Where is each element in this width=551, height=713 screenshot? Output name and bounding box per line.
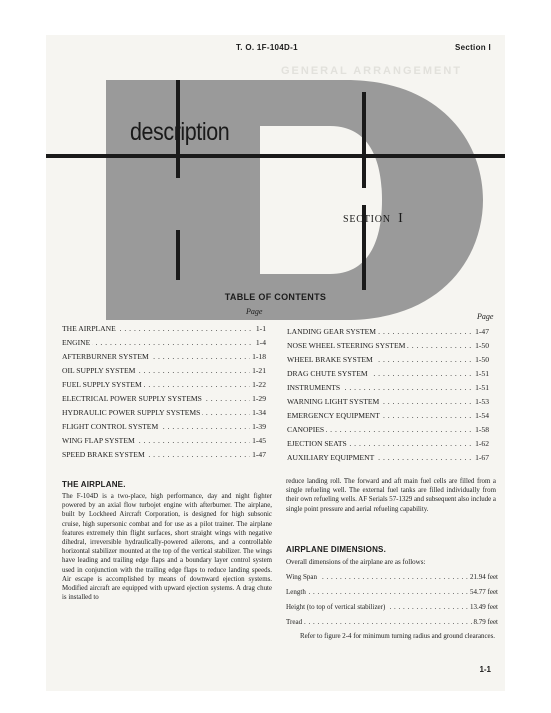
toc-entry[interactable]: WHEEL BRAKE SYSTEM 1-50 . . . (287, 353, 489, 367)
toc-entry[interactable]: FLIGHT CONTROL SYSTEM 1-39 . . . (62, 420, 266, 434)
toc-page-label-left: Page (246, 307, 263, 316)
dimension-row: Wing Span 21.94 feet . . . (286, 570, 498, 585)
toc-left-list (62, 322, 266, 462)
toc-entry[interactable]: EMERGENCY EQUIPMENT 1-54 . . . (287, 409, 489, 423)
horizontal-bar (46, 154, 505, 158)
toc-entry[interactable]: EJECTION SEATS 1-62 . . . (287, 437, 489, 451)
dimensions-intro: Overall dimensions of the airplane are as follows: (286, 558, 426, 566)
description-title: description (130, 118, 230, 146)
toc-entry[interactable]: DRAG CHUTE SYSTEM 1-51 . . . (287, 367, 489, 381)
airplane-paragraph-continued: reduce landing roll. The forward and aft main fuel cells are filled from a single refueling well. The external fuel tanks are filled individually from their own refueling wells. AF Serials 57-1329 and subsequent also include a single point pressure and aerial refueling capability. (286, 478, 496, 513)
toc-title: TABLE OF CONTENTS (224, 292, 327, 302)
vertical-bar-right (362, 92, 366, 188)
section-one-label (343, 211, 404, 227)
toc-entry[interactable]: WARNING LIGHT SYSTEM 1-53 . . . (287, 395, 489, 409)
dimensions-list (286, 570, 498, 630)
toc-entry[interactable]: WING FLAP SYSTEM 1-45 . . . (62, 434, 266, 448)
toc-entry[interactable]: NOSE WHEEL STEERING SYSTEM 1-50 . . . (287, 339, 489, 353)
big-letter-d (106, 80, 483, 320)
toc-entry[interactable]: CANOPIES 1-58 . . . (287, 423, 489, 437)
dimension-row: Tread 8.79 feet . . . (286, 615, 498, 630)
toc-entry[interactable]: SPEED BRAKE SYSTEM 1-47 . . . (62, 448, 266, 462)
toc-entry[interactable]: LANDING GEAR SYSTEM 1-47 . . . (287, 325, 489, 339)
doc-id: T. O. 1F-104D-1 (236, 43, 298, 52)
dimension-row: Height (to top of vertical stabilizer) 13.49 feet . . . (286, 600, 498, 615)
toc-right-list (287, 325, 489, 465)
page-number: 1-1 (479, 665, 491, 674)
toc-entry[interactable]: ENGINE 1-4 . . . (62, 336, 266, 350)
manual-page (46, 35, 505, 691)
bleed-through-text: GENERAL ARRANGEMENT (281, 65, 463, 77)
toc-entry[interactable]: HYDRAULIC POWER SUPPLY SYSTEMS 1-34 . . . (62, 406, 266, 420)
section-numeral: I (398, 211, 404, 226)
vertical-bar-lower (176, 230, 180, 280)
toc-entry[interactable]: ELECTRICAL POWER SUPPLY SYSTEMS 1-29 . . . (62, 392, 266, 406)
dimensions-heading: AIRPLANE DIMENSIONS. (286, 545, 387, 554)
section-label: Section I (454, 43, 491, 52)
section-word: SECTION (343, 214, 391, 225)
dimensions-note: Refer to figure 2-4 for minimum turning radius and ground clearances. (300, 633, 495, 640)
dimension-row: Length 54.77 feet . . . (286, 585, 498, 600)
toc-entry[interactable]: AFTERBURNER SYSTEM 1-18 . . . (62, 350, 266, 364)
toc-entry[interactable]: THE AIRPLANE 1-1 . . . (62, 322, 266, 336)
toc-entry[interactable]: OIL SUPPLY SYSTEM 1-21 . . . (62, 364, 266, 378)
airplane-heading: THE AIRPLANE. (62, 480, 126, 489)
toc-page-label-right: Page (477, 312, 494, 321)
toc-entry[interactable]: INSTRUMENTS 1-51 . . . (287, 381, 489, 395)
toc-entry[interactable]: AUXILIARY EQUIPMENT 1-67 . . . (287, 451, 489, 465)
airplane-paragraph: The F-104D is a two-place, high performance, day and night fighter powered by an axial flow turbojet engine with afterburner. The airplane, built by Lockheed Aircraft Corporation, is designed for high subsonic cruise, high supersonic combat and for use as a pilot trainer. The airplane features extremely thin flight surfaces, short straight wings with negative dihedral, irreversible hydraulically-powered ailerons, and a controllable horizontal stabilizer mounted at the top of the vertical stabilizer. The wings have leading and trailing edge flaps and a boundary layer control system used in conjunction with the trailing edge flaps to reduce landing speeds. Air escape is accomplished by means of downward ejection systems. Modified aircraft are equipped with upward ejection systems. A drag chute is installed to (62, 493, 272, 602)
section-title-art (46, 80, 505, 320)
toc-entry[interactable]: FUEL SUPPLY SYSTEM 1-22 . . . (62, 378, 266, 392)
